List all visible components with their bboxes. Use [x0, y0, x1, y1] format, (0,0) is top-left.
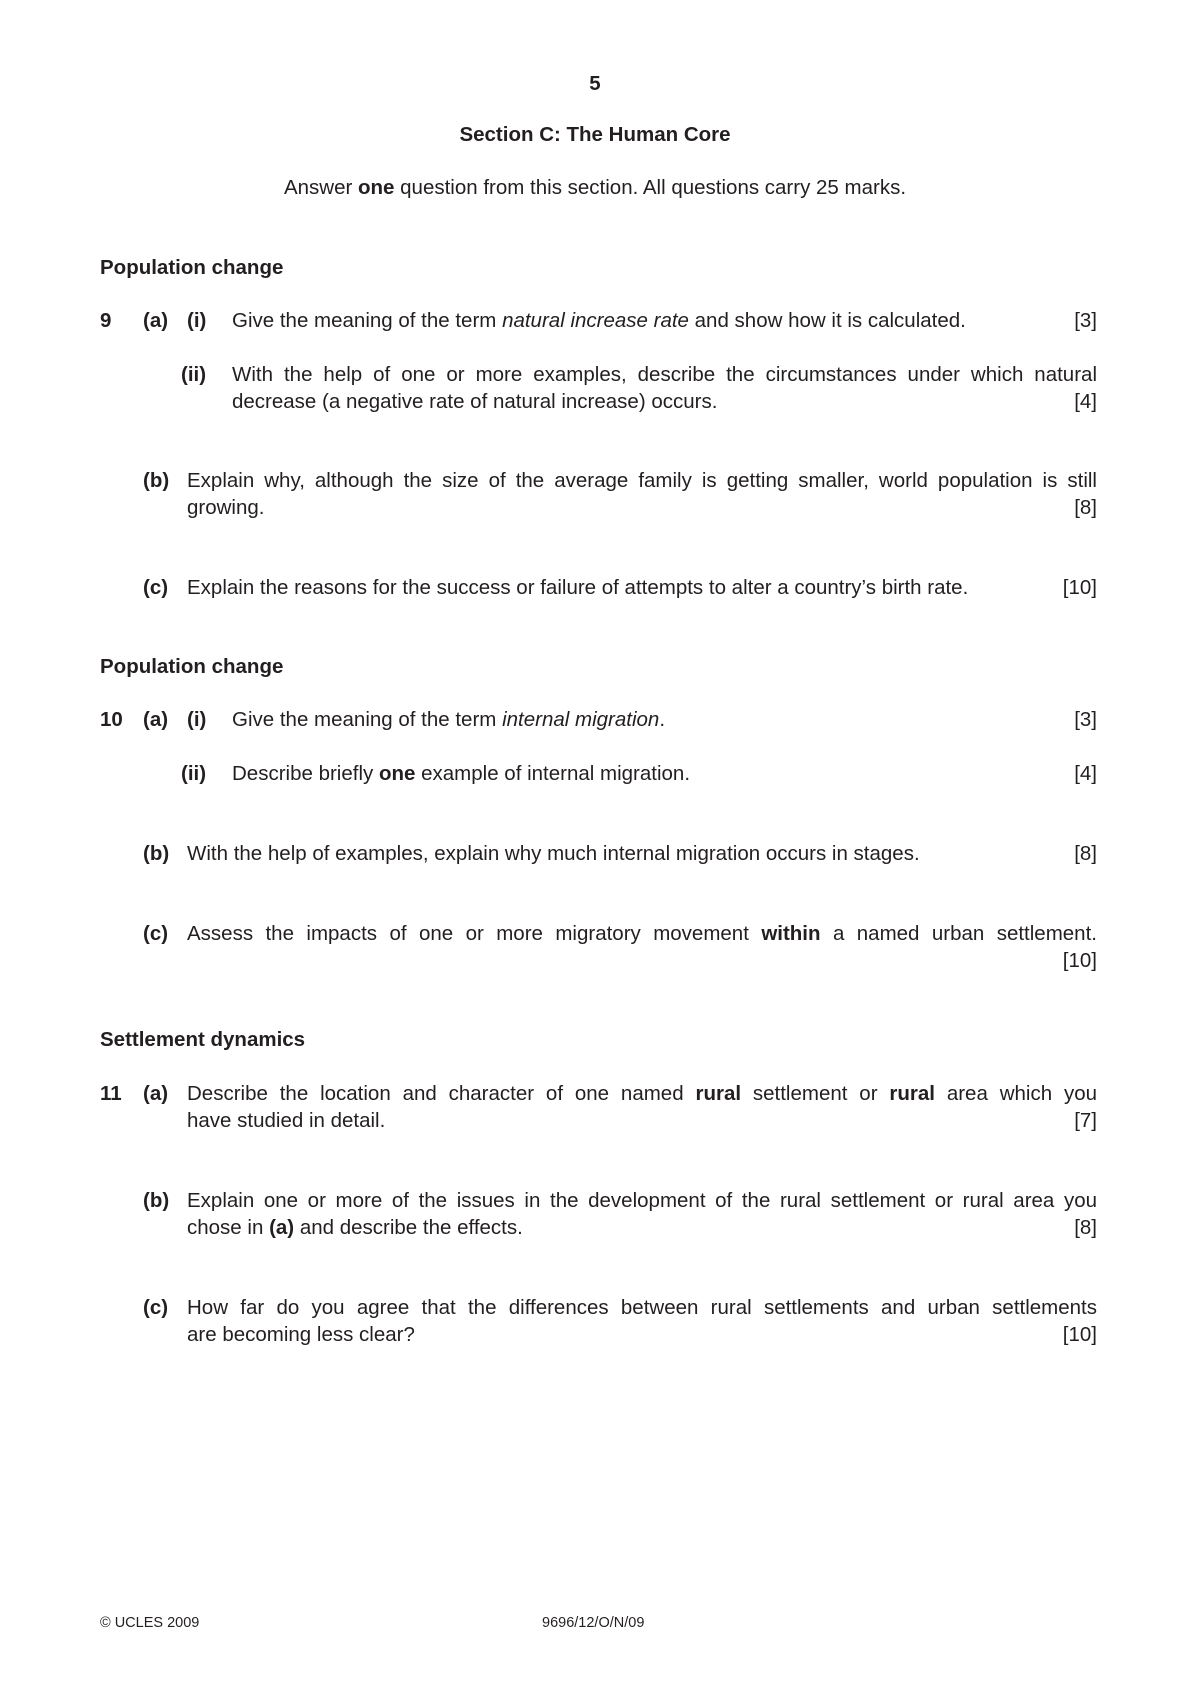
page-number: 5 — [589, 72, 601, 95]
section-instruction: Answer one question from this section. All questions carry 25 marks. — [283, 176, 907, 199]
q9-a-ii-line-1: With the help of one or more examples, describe the circumstances under which natural — [232, 363, 1097, 386]
q10-part-c-label: (c) — [143, 922, 169, 945]
q9-a-i-text: Give the meaning of the term natural increase rate and show how it is calculated. — [232, 309, 966, 332]
q9-a-ii-label: (ii) — [181, 363, 207, 386]
q9-part-b-label: (b) — [143, 469, 170, 492]
footer-copyright: © UCLES 2009 — [100, 1615, 200, 1631]
q11-part-b-label: (b) — [143, 1189, 170, 1212]
q9-a-ii-marks: [4] — [1074, 390, 1097, 413]
q9-a-ii-line-2: decrease (a negative rate of natural increase) occurs. — [232, 390, 718, 413]
q10-a-i-label: (i) — [187, 708, 207, 731]
q11-c-marks: [10] — [1062, 1323, 1097, 1346]
question-10-heading: Population change — [100, 655, 284, 678]
q11-b-marks: [8] — [1074, 1216, 1097, 1239]
question-11-number: 11 — [100, 1082, 122, 1105]
footer-paper-code: 9696/12/O/N/09 — [542, 1615, 645, 1631]
q10-part-b-label: (b) — [143, 842, 170, 865]
q11-c-line-1: How far do you agree that the differences between rural settlements and urban settlements — [187, 1296, 1097, 1319]
q9-c-marks: [10] — [1062, 576, 1097, 599]
q9-part-c-label: (c) — [143, 576, 169, 599]
q11-c-line-2: are becoming less clear? — [187, 1323, 415, 1346]
question-9-heading: Population change — [100, 256, 284, 279]
q9-b-line-2: growing. — [187, 496, 265, 519]
q10-a-i-text: Give the meaning of the term internal migration. — [232, 708, 666, 731]
q9-a-i-label: (i) — [187, 309, 207, 332]
question-10-number: 10 — [100, 708, 123, 731]
question-9-number: 9 — [100, 309, 112, 332]
q9-b-line-1: Explain why, although the size of the average family is getting smaller, world population is still — [187, 469, 1097, 492]
q9-a-i-marks: [3] — [1074, 309, 1097, 332]
q10-part-a-label: (a) — [143, 708, 169, 731]
q9-c-text: Explain the reasons for the success or failure of attempts to alter a country’s birth rate. — [187, 576, 969, 599]
q11-a-marks: [7] — [1074, 1109, 1097, 1132]
q10-a-ii-text: Describe briefly one example of internal migration. — [232, 762, 691, 785]
q10-b-marks: [8] — [1074, 842, 1097, 865]
q10-b-text: With the help of examples, explain why much internal migration occurs in stages. — [187, 842, 920, 865]
q11-part-a-label: (a) — [143, 1082, 169, 1105]
q10-c-text: Assess the impacts of one or more migratory movement within a named urban settlement. — [187, 922, 1097, 945]
q11-part-c-label: (c) — [143, 1296, 169, 1319]
q11-b-line-1: Explain one or more of the issues in the development of the rural settlement or rural area you — [187, 1189, 1097, 1212]
q10-a-ii-marks: [4] — [1074, 762, 1097, 785]
q9-part-a-label: (a) — [143, 309, 169, 332]
question-11-heading: Settlement dynamics — [100, 1028, 306, 1051]
q11-a-line-1: Describe the location and character of one named rural settlement or rural area which you — [187, 1082, 1098, 1105]
q9-b-marks: [8] — [1074, 496, 1097, 519]
q10-a-i-marks: [3] — [1074, 708, 1097, 731]
q10-a-ii-label: (ii) — [181, 762, 207, 785]
section-title: Section C: The Human Core — [459, 123, 731, 146]
q10-c-marks: [10] — [1062, 949, 1097, 972]
q11-a-line-2: have studied in detail. — [187, 1109, 386, 1132]
q11-b-line-2: chose in (a) and describe the effects. — [187, 1216, 523, 1239]
